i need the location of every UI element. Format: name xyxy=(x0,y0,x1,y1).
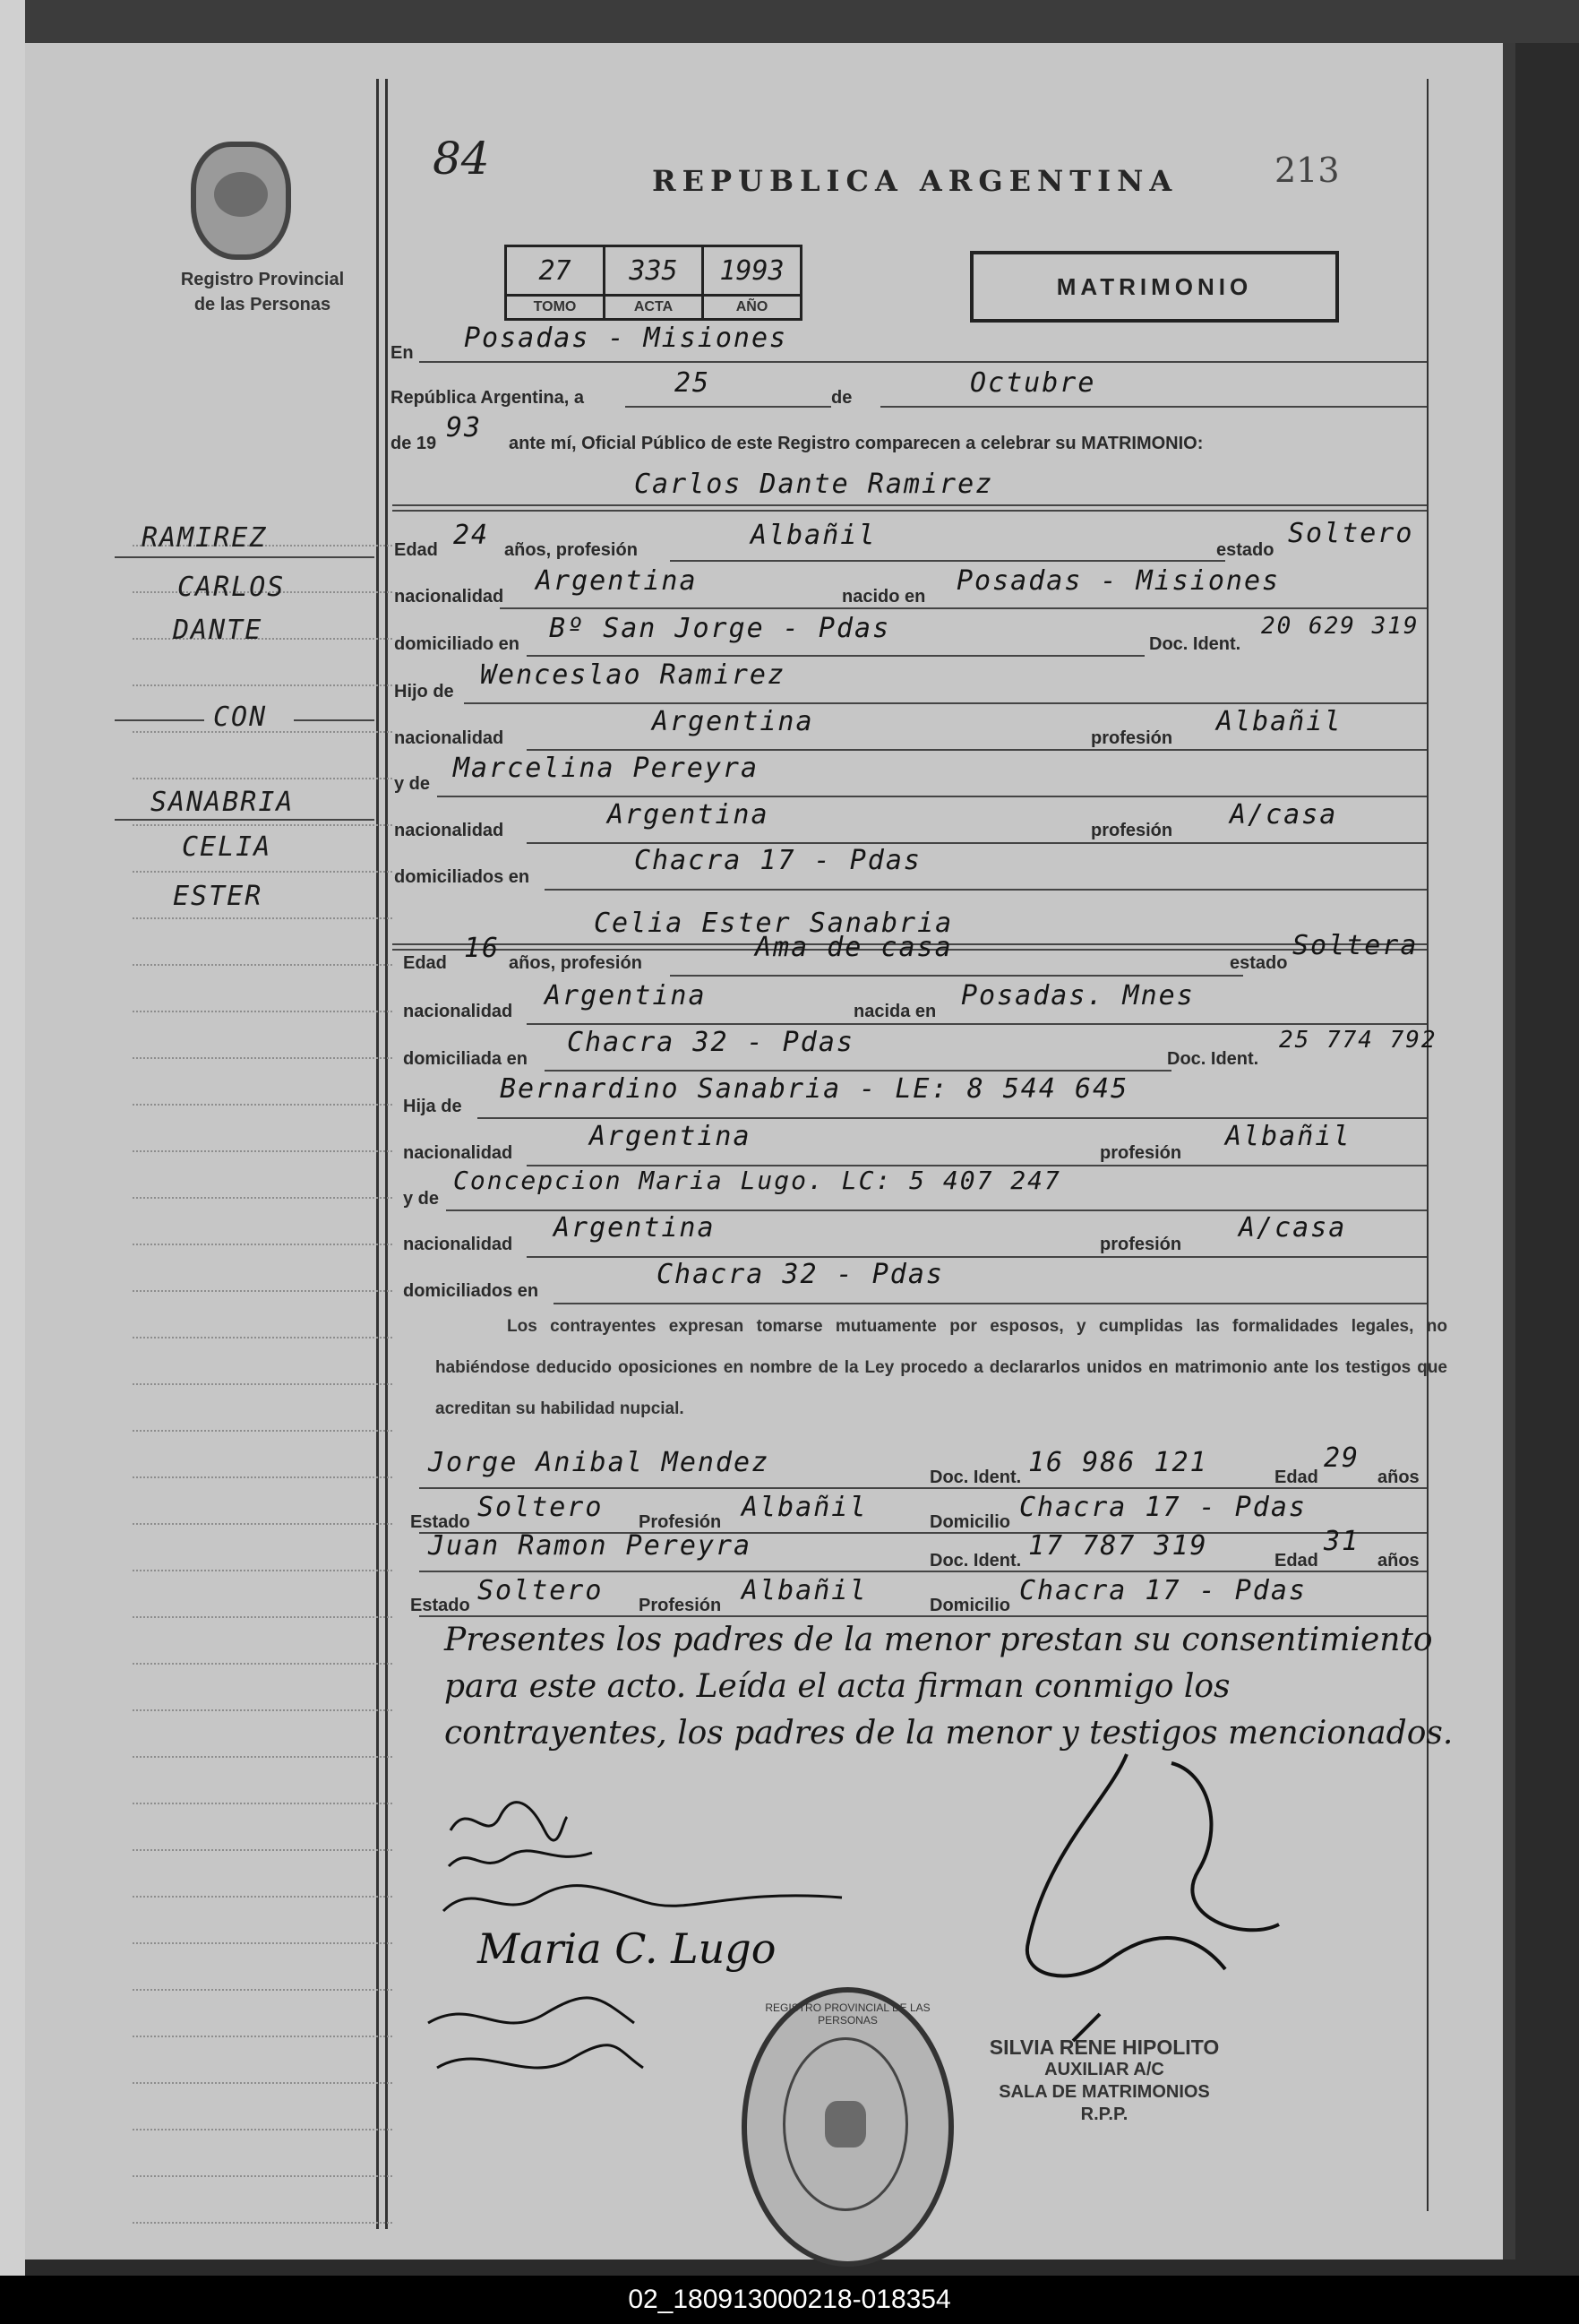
bride-nationality: Argentina xyxy=(545,980,707,1011)
witness2-estado: Soltero xyxy=(477,1575,604,1606)
margin-rule xyxy=(115,819,374,821)
tomo-label: TOMO xyxy=(506,296,605,320)
witness2-edad-label: Edad xyxy=(1274,1551,1318,1571)
bride-estado-label: estado xyxy=(1230,953,1288,973)
groom-profession: Albañil xyxy=(751,520,877,551)
province-emblem-icon xyxy=(191,142,291,260)
bride-mother: Concepcion Maria Lugo. LC: 5 407 247 xyxy=(453,1166,1061,1195)
rule xyxy=(392,504,1427,512)
groom-father-prof-label: profesión xyxy=(1091,728,1173,748)
bride-doc-label: Doc. Ident. xyxy=(1167,1049,1259,1069)
groom-address: Bº San Jorge - Pdas xyxy=(549,613,891,644)
witness1-profesion-label: Profesión xyxy=(639,1512,722,1532)
seal-inner xyxy=(783,2037,908,2211)
rule xyxy=(670,560,1225,562)
seal-emblem-icon xyxy=(825,2101,866,2148)
groom-age: 24 xyxy=(453,520,490,551)
bride-estado: Soltera xyxy=(1292,930,1419,961)
acta-value: 335 xyxy=(605,246,703,296)
rule xyxy=(446,1209,1427,1211)
bride-mother-prof-label: profesión xyxy=(1100,1235,1182,1254)
official-org: R.P.P. xyxy=(1080,2105,1128,2124)
top-gap xyxy=(0,0,1579,43)
statement-label: ante mí, Oficial Público de este Registro comparecen a celebrar su MATRIMONIO: xyxy=(509,434,1204,453)
groom-mother: Marcelina Pereyra xyxy=(453,753,759,784)
registry-label-line2: de las Personas xyxy=(193,295,331,314)
bride-full-name: Celia Ester Sanabria xyxy=(594,908,954,939)
registry-label xyxy=(142,267,383,317)
seal-text: REGISTRO PROVINCIAL DE LAS PERSONAS xyxy=(765,2001,931,2027)
margin-name-first: CARLOS xyxy=(177,572,286,603)
year-prefix-label: de 19 xyxy=(390,434,437,453)
image-caption: 02_180913000218-018354 xyxy=(0,2276,1579,2324)
bride-birthplace: Posadas. Mnes xyxy=(961,980,1195,1011)
groom-nacionalidad-label: nacionalidad xyxy=(394,587,504,607)
de-label: de xyxy=(831,388,853,408)
bride-father-prof-label: profesión xyxy=(1100,1143,1182,1163)
bride-mother-label: y de xyxy=(403,1189,440,1209)
signature-official xyxy=(992,1745,1306,2053)
groom-full-name: Carlos Dante Ramirez xyxy=(634,469,994,500)
rule xyxy=(500,607,1427,609)
margin-rule xyxy=(294,719,374,721)
bride-father-profession: Albañil xyxy=(1225,1121,1352,1152)
bride-nacida-label: nacida en xyxy=(854,1002,937,1021)
bride-father: Bernardino Sanabria - LE: 8 544 645 xyxy=(500,1073,1129,1105)
rule xyxy=(477,1117,1427,1119)
witness1-estado: Soltero xyxy=(477,1492,604,1523)
en-label: En xyxy=(390,343,414,363)
folio-number: 213 xyxy=(1274,151,1340,190)
acta-label: ACTA xyxy=(605,296,703,320)
margin-name-surname: RAMIREZ xyxy=(142,522,268,554)
witness2-domicilio-label: Domicilio xyxy=(930,1596,1011,1615)
signature-scribble-icon xyxy=(419,1969,652,2113)
witness1-doc: 16 986 121 xyxy=(1028,1447,1208,1478)
official-name: SILVIA RENE HIPOLITO xyxy=(989,2036,1220,2059)
groom-mother-nat-label: nacionalidad xyxy=(394,821,504,840)
groom-edad-label: Edad xyxy=(394,540,438,560)
bride-mother-nat-label: nacionalidad xyxy=(403,1235,513,1254)
groom-mother-profession: A/casa xyxy=(1230,799,1338,831)
corner-mark: 84 xyxy=(433,133,490,185)
groom-mother-prof-label: profesión xyxy=(1091,821,1173,840)
signature-scribble-icon xyxy=(439,1871,851,1924)
witness1-anos-label: años xyxy=(1377,1468,1420,1487)
country-heading: REPUBLICA ARGENTINA xyxy=(652,164,1179,198)
rule xyxy=(527,749,1427,751)
margin-name-bride-first: CELIA xyxy=(182,831,272,863)
groom-father: Wenceslao Ramirez xyxy=(480,659,786,691)
rule xyxy=(545,889,1427,891)
rule xyxy=(527,655,1145,657)
groom-doc: 20 629 319 xyxy=(1261,613,1420,640)
act-type-box: MATRIMONIO xyxy=(970,251,1339,323)
groom-father-profession: Albañil xyxy=(1216,706,1343,737)
bride-anos-label: años, profesión xyxy=(509,953,642,973)
margin-name-second: DANTE xyxy=(173,615,263,646)
place-value: Posadas - Misiones xyxy=(464,323,788,354)
witness2-doc: 17 787 319 xyxy=(1028,1530,1208,1562)
rule xyxy=(554,1303,1427,1304)
official-office: SALA DE MATRIMONIOS xyxy=(999,2082,1210,2102)
act-reference-table xyxy=(504,245,802,321)
witness1-age: 29 xyxy=(1324,1442,1360,1474)
right-column-border xyxy=(1427,79,1429,2211)
margin-name-bride-second: ESTER xyxy=(173,881,263,912)
witness2-profession: Albañil xyxy=(742,1575,868,1606)
witness1-address: Chacra 17 - Pdas xyxy=(1019,1492,1307,1523)
groom-parents-address: Chacra 17 - Pdas xyxy=(634,845,922,876)
witness2-doc-label: Doc. Ident. xyxy=(930,1551,1022,1571)
margin-rule xyxy=(115,719,204,721)
registry-label-line1: Registro Provincial xyxy=(180,270,345,289)
declaration-text: Los contrayentes expresan tomarse mutuamente por esposos, y cumplidas las formalidades legales, no habiéndose deducido oposiciones en nombre de la Ley procedo a declararlos unidos en matrimonio ante los testigos que acreditan su habilidad nupcial. xyxy=(435,1317,1447,1418)
witness2-anos-label: años xyxy=(1377,1551,1420,1571)
margin-rule xyxy=(115,556,374,558)
rule xyxy=(527,842,1427,844)
groom-doc-label: Doc. Ident. xyxy=(1149,634,1241,654)
bride-domicilio-label: domiciliada en xyxy=(403,1049,528,1069)
official-seal xyxy=(742,1987,954,2267)
bride-father-nat-label: nacionalidad xyxy=(403,1143,513,1163)
witness2-age: 31 xyxy=(1324,1526,1360,1557)
bride-address: Chacra 32 - Pdas xyxy=(567,1027,854,1058)
groom-father-nat-label: nacionalidad xyxy=(394,728,504,748)
bride-doc: 25 774 792 xyxy=(1279,1027,1437,1054)
rule xyxy=(419,1571,1427,1572)
bride-parents-dom-label: domiciliados en xyxy=(403,1281,539,1301)
register-page xyxy=(25,43,1515,2259)
official-title: AUXILIAR A/C xyxy=(1044,2060,1164,2079)
month-value: Octubre xyxy=(970,367,1096,399)
signature-mother: Maria C. Lugo xyxy=(477,1924,777,1973)
groom-nacido-label: nacido en xyxy=(842,587,926,607)
year-value: 93 xyxy=(446,412,483,443)
groom-father-nationality: Argentina xyxy=(652,706,814,737)
witness2-profesion-label: Profesión xyxy=(639,1596,722,1615)
groom-anos-label: años, profesión xyxy=(504,540,638,560)
tomo-value: 27 xyxy=(506,246,605,296)
groom-parents-dom-label: domiciliados en xyxy=(394,867,530,887)
bride-father-nationality: Argentina xyxy=(589,1121,751,1152)
groom-mother-nationality: Argentina xyxy=(607,799,769,831)
signature-scribble-icon xyxy=(992,1745,1306,2050)
bride-profession: Ama de casa xyxy=(755,932,953,963)
margin-name-con: CON xyxy=(213,702,268,733)
rule xyxy=(419,361,1427,363)
day-value: 25 xyxy=(674,367,711,399)
ano-label: AÑO xyxy=(703,296,802,320)
rule xyxy=(419,1487,1427,1489)
groom-domicilio-label: domiciliado en xyxy=(394,634,520,654)
bride-nacionalidad-label: nacionalidad xyxy=(403,1002,513,1021)
signature-father xyxy=(439,1871,851,1928)
bride-age: 16 xyxy=(464,933,501,964)
margin-name-bride-surname: SANABRIA xyxy=(150,787,295,818)
rule xyxy=(880,406,1427,408)
bride-father-label: Hija de xyxy=(403,1097,462,1116)
witness2-name: Juan Ramon Pereyra xyxy=(428,1530,752,1562)
rule xyxy=(545,1070,1171,1072)
official-stamp xyxy=(974,2036,1234,2126)
rule xyxy=(527,1256,1427,1258)
witness1-doc-label: Doc. Ident. xyxy=(930,1468,1022,1487)
rule xyxy=(625,406,831,408)
ano-value: 1993 xyxy=(703,246,802,296)
witness1-profession: Albañil xyxy=(742,1492,868,1523)
groom-estado-label: estado xyxy=(1216,540,1274,560)
groom-nationality: Argentina xyxy=(536,565,698,597)
witness1-edad-label: Edad xyxy=(1274,1468,1318,1487)
bride-mother-profession: A/casa xyxy=(1239,1212,1347,1244)
groom-birthplace: Posadas - Misiones xyxy=(957,565,1281,597)
witness2-estado-label: Estado xyxy=(410,1596,470,1615)
handwritten-note: Presentes los padres de la menor prestan su consentimiento para este acto. Leída el acta firman conmigo los contrayentes, los padres de la menor y testigos mencionados. xyxy=(444,1622,1454,1752)
rule xyxy=(527,1023,1427,1025)
margin-border xyxy=(385,79,388,2229)
rule xyxy=(437,796,1427,797)
rule xyxy=(464,702,1427,704)
bride-mother-nationality: Argentina xyxy=(554,1212,716,1244)
left-page-edge xyxy=(0,0,25,2324)
republica-label: República Argentina, a xyxy=(390,388,584,408)
witness2-address: Chacra 17 - Pdas xyxy=(1019,1575,1307,1606)
left-column-border xyxy=(376,79,379,2229)
bride-parents-address: Chacra 32 - Pdas xyxy=(656,1259,944,1290)
signature-witnesses xyxy=(419,1969,652,2116)
witness1-estado-label: Estado xyxy=(410,1512,470,1532)
rule xyxy=(670,975,1243,977)
witness1-domicilio-label: Domicilio xyxy=(930,1512,1011,1532)
witness1-name: Jorge Anibal Mendez xyxy=(428,1447,770,1478)
groom-father-label: Hijo de xyxy=(394,682,454,702)
groom-estado: Soltero xyxy=(1288,518,1414,549)
bride-edad-label: Edad xyxy=(403,953,447,973)
groom-mother-label: y de xyxy=(394,774,431,794)
